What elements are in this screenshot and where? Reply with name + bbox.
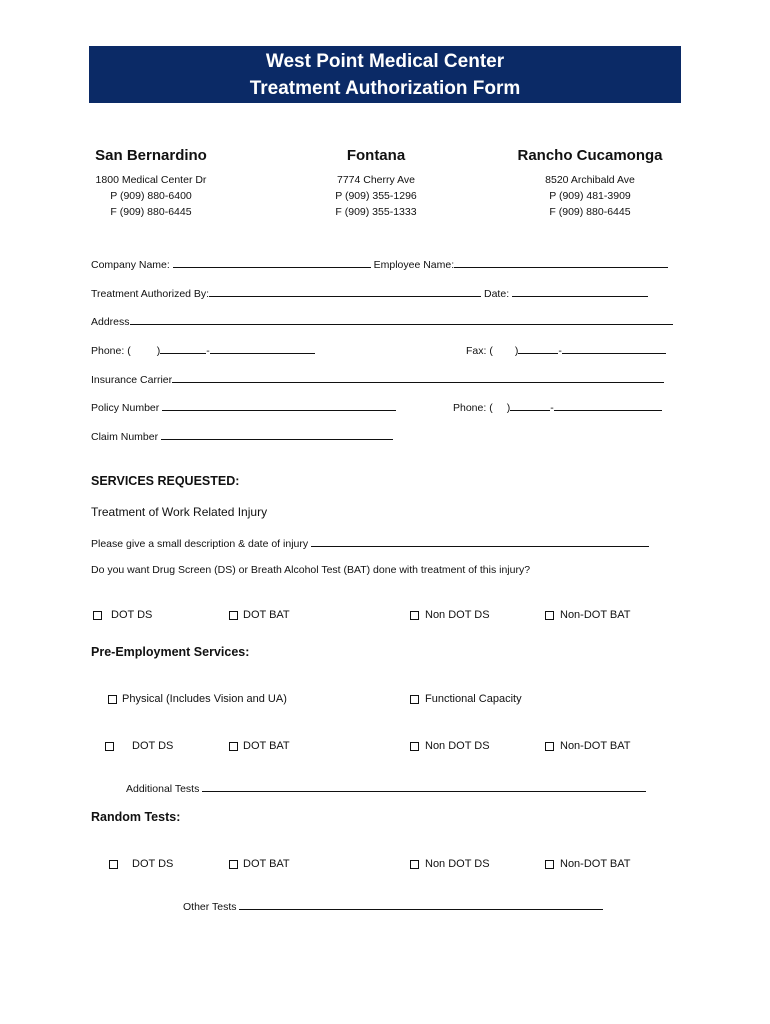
services-non-dot-ds-checkbox[interactable]: [410, 609, 490, 621]
form-title: Treatment Authorization Form: [249, 78, 521, 99]
checkbox-icon[interactable]: [410, 860, 419, 869]
checkbox-label: Physical (Includes Vision and UA): [122, 693, 287, 705]
checkbox-icon[interactable]: [410, 742, 419, 751]
location-name: Rancho Cucamonga: [517, 147, 663, 164]
checkbox-icon[interactable]: [229, 860, 238, 869]
claim-field[interactable]: [161, 429, 393, 440]
checkbox-label: DOT BAT: [243, 740, 290, 752]
checkbox-label: DOT BAT: [243, 609, 290, 621]
date-field[interactable]: [512, 286, 648, 297]
checkbox-icon[interactable]: [229, 742, 238, 751]
random-tests-heading: Random Tests:: [91, 810, 181, 824]
location-san-bernardino: [90, 146, 212, 220]
phone-number-field[interactable]: [210, 343, 315, 354]
phone-row: Phone: ( ) -: [91, 343, 315, 357]
phone-label: Phone: (: [91, 345, 131, 357]
location-name: San Bernardino: [95, 147, 207, 164]
services-non-dot-bat-checkbox[interactable]: [545, 609, 631, 621]
form-title-banner: [89, 46, 681, 103]
other-tests-field[interactable]: [239, 899, 603, 910]
phone-paren: ): [156, 345, 161, 357]
additional-tests-label: Additional Tests: [126, 783, 203, 795]
address-row: [91, 314, 673, 328]
checkbox-icon[interactable]: [545, 860, 554, 869]
location-rancho-cucamonga: [514, 146, 666, 220]
checkbox-label: Non-DOT BAT: [560, 740, 631, 752]
authorized-by-field[interactable]: [209, 286, 481, 297]
insurance-label: Insurance Carrier: [91, 374, 173, 386]
address-field[interactable]: [130, 314, 673, 325]
checkbox-icon[interactable]: [410, 695, 419, 704]
checkbox-icon[interactable]: [229, 611, 238, 620]
claim-label: Claim Number: [91, 431, 162, 443]
location-address: 1800 Medical Center Dr: [95, 174, 207, 186]
date-label: Date:: [481, 288, 513, 300]
location-address: 8520 Archibald Ave: [545, 174, 635, 186]
checkbox-label: DOT DS: [132, 740, 174, 752]
pre-non-dot-bat-checkbox[interactable]: [545, 740, 631, 752]
checkbox-icon[interactable]: [410, 611, 419, 620]
insurance-phone-area-field[interactable]: [510, 400, 550, 411]
random-dot-ds-checkbox[interactable]: [109, 858, 173, 870]
drug-question: Do you want Drug Screen (DS) or Breath Alcohol Test (BAT) done with treatment of this injury?: [91, 564, 531, 576]
location-phone: P (909) 880-6400: [110, 190, 192, 202]
pre-non-dot-ds-checkbox[interactable]: [410, 740, 490, 752]
checkbox-label: DOT DS: [132, 858, 174, 870]
services-dot-ds-checkbox[interactable]: [93, 609, 152, 621]
insurance-row: [91, 372, 664, 386]
address-label: Address: [91, 316, 130, 328]
checkbox-label: DOT DS: [111, 609, 153, 621]
functional-capacity-checkbox[interactable]: [410, 693, 522, 705]
claim-row: [91, 429, 393, 443]
location-fax: F (909) 880-6445: [110, 206, 192, 218]
pre-dot-bat-checkbox[interactable]: [229, 740, 290, 752]
pre-dot-ds-checkbox[interactable]: [105, 740, 173, 752]
checkbox-label: Non DOT DS: [425, 609, 490, 621]
services-dot-bat-checkbox[interactable]: [229, 609, 290, 621]
description-label: Please give a small description & date of injury: [91, 538, 312, 550]
checkbox-icon[interactable]: [108, 695, 117, 704]
checkbox-icon[interactable]: [105, 742, 114, 751]
services-heading: SERVICES REQUESTED:: [91, 474, 240, 488]
additional-tests-row: [126, 781, 646, 795]
insurance-phone-row: Phone: ( ) -: [453, 400, 662, 414]
employee-name-field[interactable]: [454, 257, 668, 268]
pre-employment-heading: Pre-Employment Services:: [91, 645, 250, 659]
description-row: [91, 536, 649, 550]
checkbox-icon[interactable]: [545, 742, 554, 751]
location-fax: F (909) 355-1333: [335, 206, 417, 218]
checkbox-label: Functional Capacity: [425, 693, 522, 705]
fax-paren: ): [514, 345, 519, 357]
other-tests-row: [183, 899, 603, 913]
insurance-phone-label: Phone: (: [453, 402, 493, 414]
center-name: West Point Medical Center: [265, 51, 505, 72]
insurance-phone-paren: ): [506, 402, 511, 414]
checkbox-icon[interactable]: [93, 611, 102, 620]
policy-row: [91, 400, 396, 414]
policy-label: Policy Number: [91, 402, 163, 414]
authorized-by-label: Treatment Authorized By:: [91, 288, 210, 300]
location-phone: P (909) 355-1296: [335, 190, 417, 202]
authorized-date-row: [91, 286, 648, 300]
location-fontana: [326, 146, 426, 220]
policy-field[interactable]: [162, 400, 396, 411]
employee-name-label: Employee Name:: [370, 259, 455, 271]
description-field[interactable]: [311, 536, 649, 547]
random-non-dot-bat-checkbox[interactable]: [545, 858, 631, 870]
fax-row: Fax: ( ) -: [466, 343, 666, 357]
company-employee-row: [91, 257, 668, 271]
fax-number-field[interactable]: [562, 343, 666, 354]
fax-area-field[interactable]: [518, 343, 558, 354]
phone-area-field[interactable]: [160, 343, 206, 354]
insurance-field[interactable]: [172, 372, 664, 383]
checkbox-label: Non-DOT BAT: [560, 858, 631, 870]
additional-tests-field[interactable]: [202, 781, 646, 792]
location-name: Fontana: [346, 147, 406, 164]
checkbox-label: Non-DOT BAT: [560, 609, 631, 621]
location-phone: P (909) 481-3909: [549, 190, 631, 202]
location-fax: F (909) 880-6445: [549, 206, 631, 218]
work-injury-label: Treatment of Work Related Injury: [91, 505, 268, 519]
fax-label: Fax: (: [466, 345, 493, 357]
random-dot-bat-checkbox[interactable]: [229, 858, 290, 870]
company-name-label: Company Name:: [91, 259, 173, 271]
random-non-dot-ds-checkbox[interactable]: [410, 858, 490, 870]
checkbox-label: Non DOT DS: [425, 740, 490, 752]
other-tests-label: Other Tests: [183, 901, 240, 913]
insurance-phone-number-field[interactable]: [554, 400, 662, 411]
company-name-field[interactable]: [173, 257, 371, 268]
checkbox-label: DOT BAT: [243, 858, 290, 870]
checkbox-icon[interactable]: [545, 611, 554, 620]
physical-checkbox[interactable]: [108, 693, 287, 705]
checkbox-label: Non DOT DS: [425, 858, 490, 870]
checkbox-icon[interactable]: [109, 860, 118, 869]
location-address: 7774 Cherry Ave: [336, 174, 416, 186]
